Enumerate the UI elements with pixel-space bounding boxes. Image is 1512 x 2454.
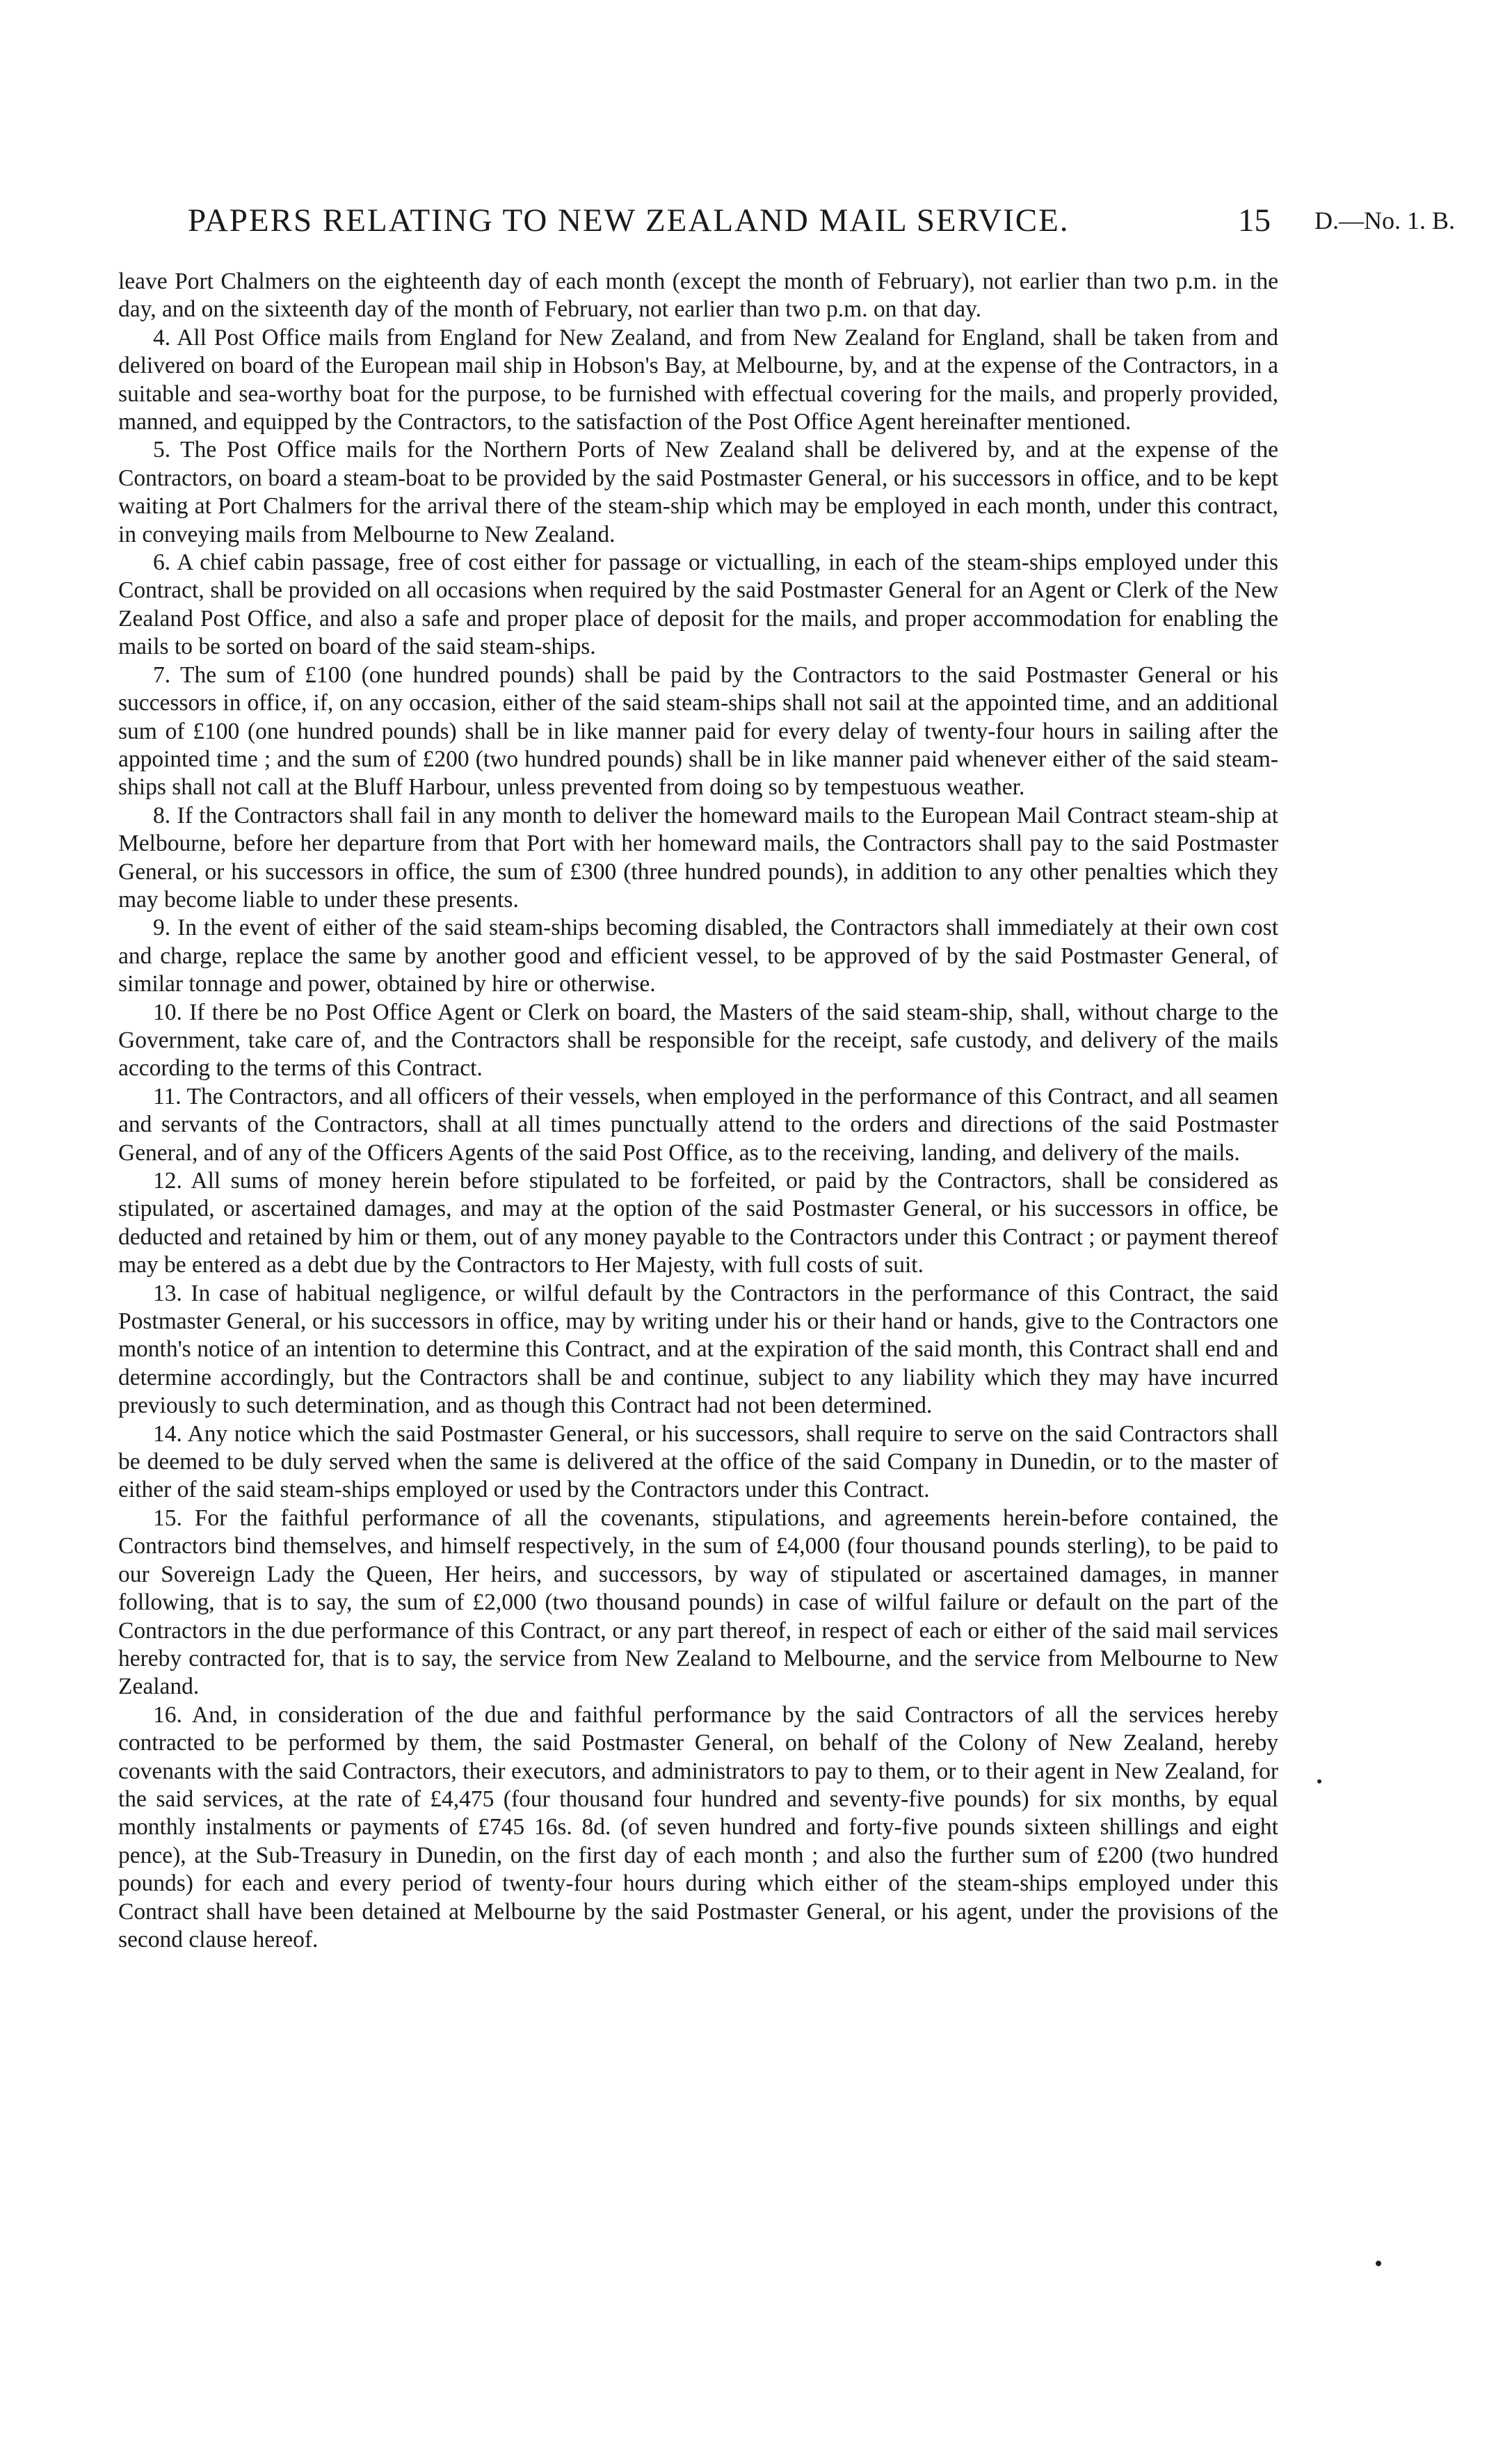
clause-6: 6. A chief cabin passage, free of cost either for passage or victualling, in each of the steam-ships employed under this Contract, shall be provided on all occasions when required by the said Postmaster General for an Agent or Clerk of the New Zealand Post Office, and also a safe and proper place of deposit for the mails, and proper accommodation for enabling the mails to be sorted on board of the said steam-ships. — [118, 550, 1278, 660]
clause-10: 10. If there be no Post Office Agent or Clerk on board, the Masters of the said steam-ship, shall, without charge to the Government, take care of, and the Contractors shall be responsible for the receipt, safe custody, and delivery of the mails according to the terms of this Contract. — [118, 999, 1278, 1082]
body-text — [118, 268, 1278, 1954]
clause-16: 16. And, in consideration of the due and faithful performance by the said Contractors of all the services hereby contracted to be performed by them, the said Postmaster General, on behalf of the Colony of New Zealand, hereby covenants with the said Contractors, their executors, and administrators to pay to them, or to their agent in New Zealand, for the said services, at the rate of £4,475 (four thousand four hundred and seventy-five pounds) for six months, by equal monthly instalments or payments of £745 16s. 8d. (of seven hundred and forty-five pounds sixteen shillings and eight pence), at the Sub-Treasury in Dunedin, on the first day of each month ; and also the further sum of £200 (two hundred pounds) for each and every period of twenty-four hours during which either of the steam-ships employed under this Contract shall have been detained at Melbourne by the said Postmaster General, or his agent, under the provisions of the second clause hereof. — [118, 1701, 1278, 1952]
running-title: PAPERS RELATING TO NEW ZEALAND MAIL SERVICE. — [188, 202, 1070, 239]
clause-15: 15. For the faithful performance of all the covenants, stipulations, and agreements herein-before contained, the Contractors bind themselves, and himself respectively, in the sum of £4,000 (four thousand pounds sterling), to be paid to our Sovereign Lady the Queen, Her heirs, and successors, by way of stipulated or ascertained damages, in manner following, that is to say, the sum of £2,000 (two thousand pounds) in case of wilful failure or default on the part of the Contractors in the due performance of this Contract, or any part thereof, in respect of each or either of the said mail services hereby contracted for, that is to say, the service from New Zealand to Melbourne, and the service from Melbourne to New Zealand. — [118, 1505, 1278, 1700]
clause-4: 4. All Post Office mails from England for New Zealand, and from New Zealand for England, shall be taken from and delivered on board of the European mail ship in Hobson's Bay, at Melbourne, by, and at the expense of the Contractors, in a suitable and sea-worthy boat for the purpose, to be furnished with effectual covering for the mails, and properly provided, manned, and equipped by the Contractors, to the satisfaction of the Post Office Agent hereinafter mentioned. — [118, 324, 1278, 435]
document-reference: D.—No. 1. B. — [1314, 207, 1456, 234]
clause-5: 5. The Post Office mails for the Northern Ports of New Zealand shall be delivered by, and at the expense of the Contractors, on board a steam-boat to be provided by the said Postmaster General, or his successors in office, and to be kept waiting at Port Chalmers for the arrival there of the steam-ship which may be employed in each month, under this contract, in conveying mails from Melbourne to New Zealand. — [118, 437, 1278, 547]
clause-13: 13. In case of habitual negligence, or wilful default by the Contractors in the performance of this Contract, the said Postmaster General, or his successors in office, may by writing under his or their hand or hands, give to the Contractors one month's notice of an intention to determine this Contract, and at the expiration of the said month, this Contract shall end and determine accordingly, but the Contractors shall be and continue, subject to any liability which they may have incurred previously to such determination, and as though this Contract had not been determined. — [118, 1280, 1278, 1419]
clause-12: 12. All sums of money herein before stipulated to be forfeited, or paid by the Contractors, shall be considered as stipulated, or ascertained damages, and may at the option of the said Postmaster General, or his successors in office, be deducted and retained by him or them, out of any money payable to the Contractors under this Contract ; or payment thereof may be entered as a debt due by the Contractors to Her Majesty, with full costs of suit. — [118, 1168, 1278, 1278]
clause-8: 8. If the Contractors shall fail in any month to deliver the homeward mails to the European Mail Contract steam-ship at Melbourne, before her departure from that Port with her homeward mails, the Contractors shall pay to the said Postmaster General, or his successors in office, the sum of £300 (three hundred pounds), in addition to any other penalties which they may become liable to under these presents. — [118, 802, 1278, 913]
paragraph-continuation: leave Port Chalmers on the eighteenth day of each month (except the month of February), not earlier than two p.m. in the day, and on the sixteenth day of the month of February, not earlier than two p.m. on that day. — [118, 268, 1278, 323]
clause-7: 7. The sum of £100 (one hundred pounds) shall be paid by the Contractors to the said Postmaster General or his successors in office, if, on any occasion, either of the said steam-ships shall not sail at the appointed time, and an additional sum of £100 (one hundred pounds) shall be in like manner paid for every delay of twenty-four hours in sailing after the appointed time ; and the sum of £200 (two hundred pounds) shall be in like manner paid whenever either of the said steam-ships shall not call at the Bluff Harbour, unless prevented from doing so by tempestuous weather. — [118, 661, 1278, 801]
margin-speck — [1376, 2261, 1381, 2266]
clause-11: 11. The Contractors, and all officers of their vessels, when employed in the performance of this Contract, and all seamen and servants of the Contractors, shall at all times punctually attend to the orders and directions of the said Postmaster General, and of any of the Officers Agents of the said Post Office, as to the receiving, landing, and delivery of the mails. — [118, 1083, 1278, 1166]
margin-speck — [1317, 1779, 1321, 1783]
page-number: 15 — [1238, 202, 1271, 239]
clause-14: 14. Any notice which the said Postmaster General, or his successors, shall require to serve on the said Contractors shall be deemed to be duly served when the same is delivered at the office of the said Company in Dunedin, or to the master of either of the said steam-ships employed or used by the Contractors under this Contract. — [118, 1420, 1278, 1503]
page-header — [188, 202, 1456, 243]
clause-9: 9. In the event of either of the said steam-ships becoming disabled, the Contractors shall immediately at their own cost and charge, replace the same by another good and efficient vessel, to be approved of by the said Postmaster General, of similar tonnage and power, obtained by hire or otherwise. — [118, 915, 1278, 997]
